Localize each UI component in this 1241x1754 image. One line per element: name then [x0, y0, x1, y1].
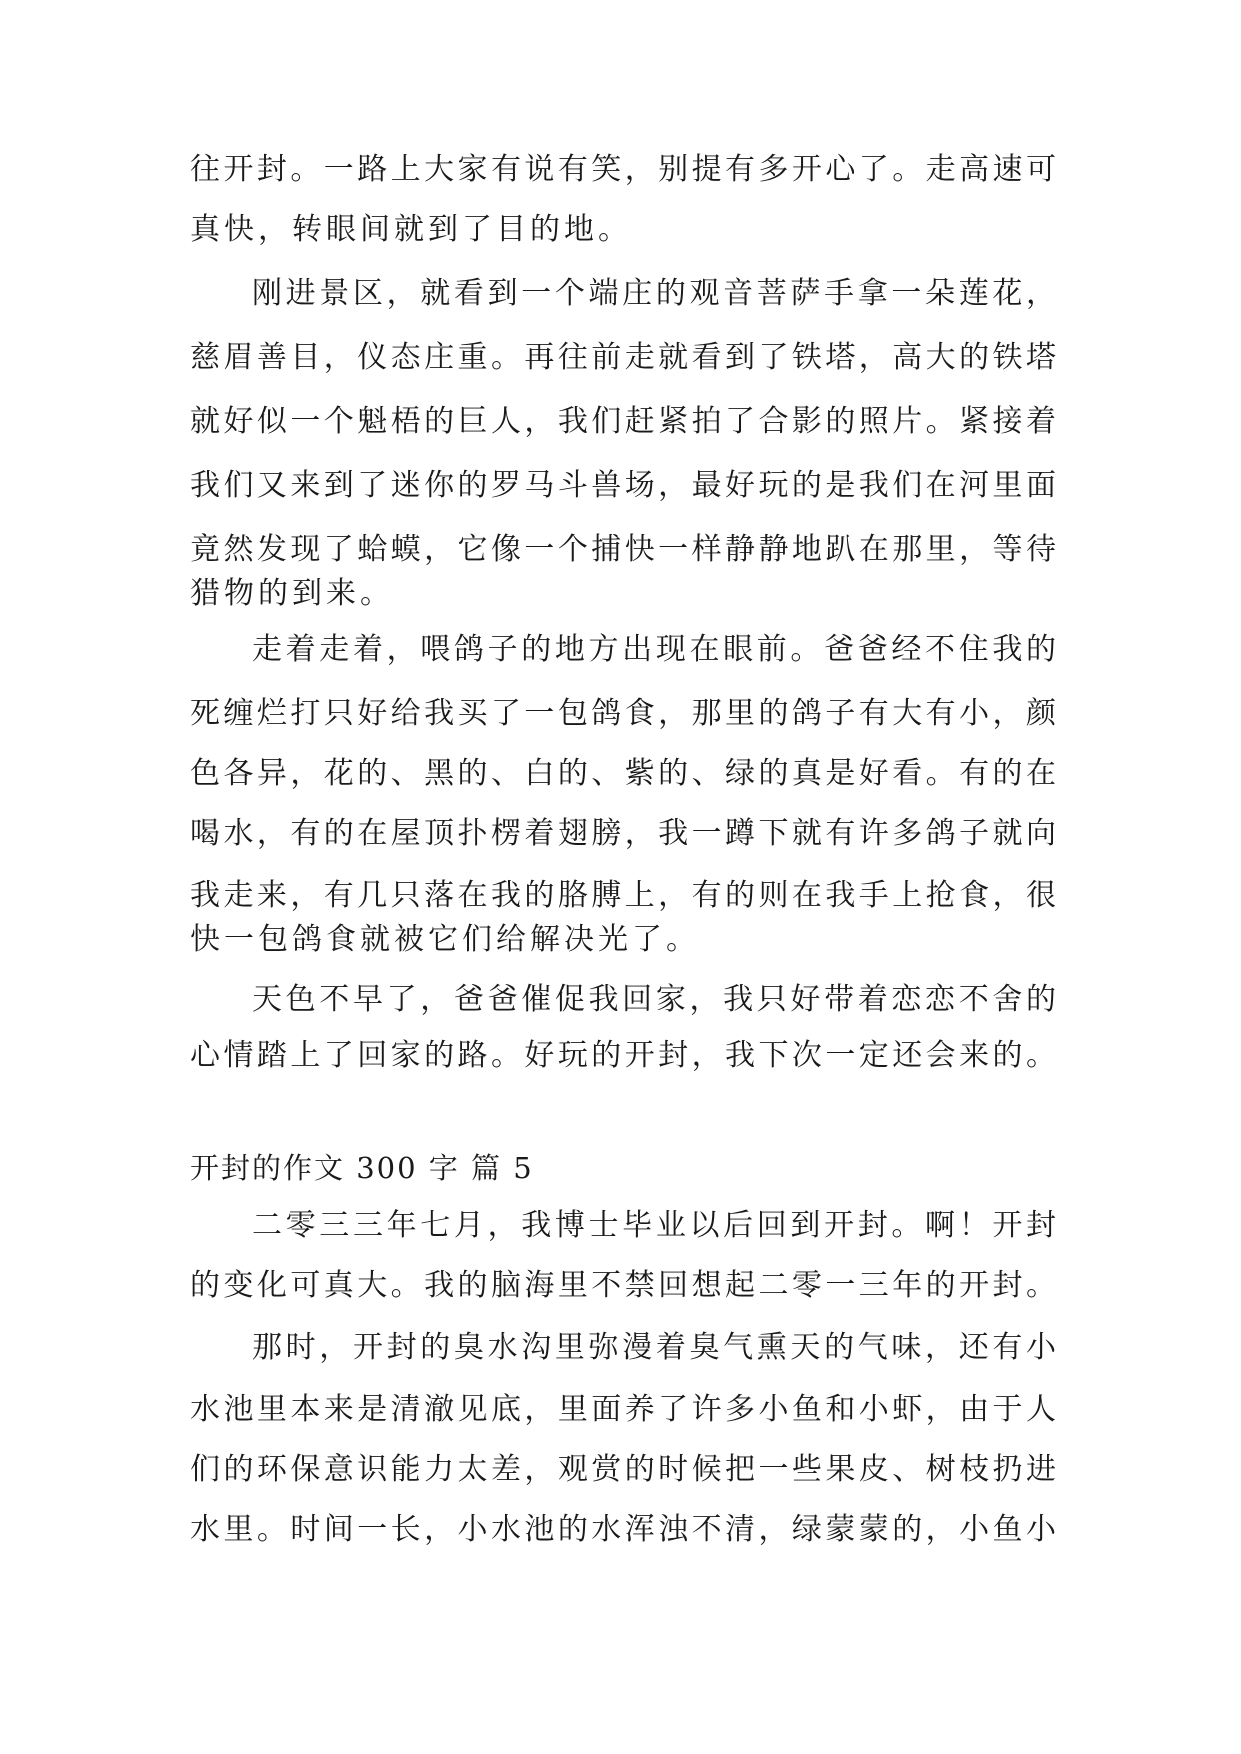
text-line: 们的环保意识能力太差，观赏的时候把一些果皮、树枝扔进	[190, 1452, 1060, 1487]
text-line: 往开封。一路上大家有说有笑，别提有多开心了。走高速可	[190, 152, 1060, 187]
text-line: 的变化可真大。我的脑海里不禁回想起二零一三年的开封。	[190, 1268, 1060, 1303]
text-line: 死缠烂打只好给我买了一包鸽食，那里的鸽子有大有小，颜	[190, 696, 1060, 731]
text-line: 我们又来到了迷你的罗马斗兽场，最好玩的是我们在河里面	[190, 468, 1060, 503]
text-line: 猎物的到来。	[190, 576, 394, 611]
text-line: 色各异，花的、黑的、白的、紫的、绿的真是好看。有的在	[190, 756, 1060, 791]
text-line: 真快，转眼间就到了目的地。	[190, 212, 632, 247]
text-line: 水里。时间一长，小水池的水浑浊不清，绿蒙蒙的，小鱼小	[190, 1512, 1060, 1547]
text-line: 那时，开封的臭水沟里弥漫着臭气熏天的气味，还有小	[252, 1330, 1060, 1365]
section-heading: 开封的作文 300 字 篇 5	[190, 1151, 534, 1185]
text-line: 天色不早了，爸爸催促我回家，我只好带着恋恋不舍的	[252, 982, 1060, 1017]
text-line: 二零三三年七月，我博士毕业以后回到开封。啊！开封	[252, 1208, 1060, 1243]
text-line: 心情踏上了回家的路。好玩的开封，我下次一定还会来的。	[190, 1038, 1060, 1073]
text-line: 快一包鸽食就被它们给解决光了。	[190, 922, 700, 957]
text-line: 慈眉善目，仪态庄重。再往前走就看到了铁塔，高大的铁塔	[190, 340, 1060, 375]
text-line: 喝水，有的在屋顶扑楞着翅膀，我一蹲下就有许多鸽子就向	[190, 816, 1060, 851]
text-line: 就好似一个魁梧的巨人，我们赶紧拍了合影的照片。紧接着	[190, 404, 1060, 439]
text-line: 我走来，有几只落在我的胳膊上，有的则在我手上抢食，很	[190, 878, 1060, 913]
text-line: 水池里本来是清澈见底，里面养了许多小鱼和小虾，由于人	[190, 1392, 1060, 1427]
text-line: 走着走着，喂鸽子的地方出现在眼前。爸爸经不住我的	[252, 632, 1060, 667]
text-line: 竟然发现了蛤蟆，它像一个捕快一样静静地趴在那里，等待	[190, 532, 1060, 567]
text-line: 刚进景区，就看到一个端庄的观音菩萨手拿一朵莲花，	[252, 276, 1060, 311]
